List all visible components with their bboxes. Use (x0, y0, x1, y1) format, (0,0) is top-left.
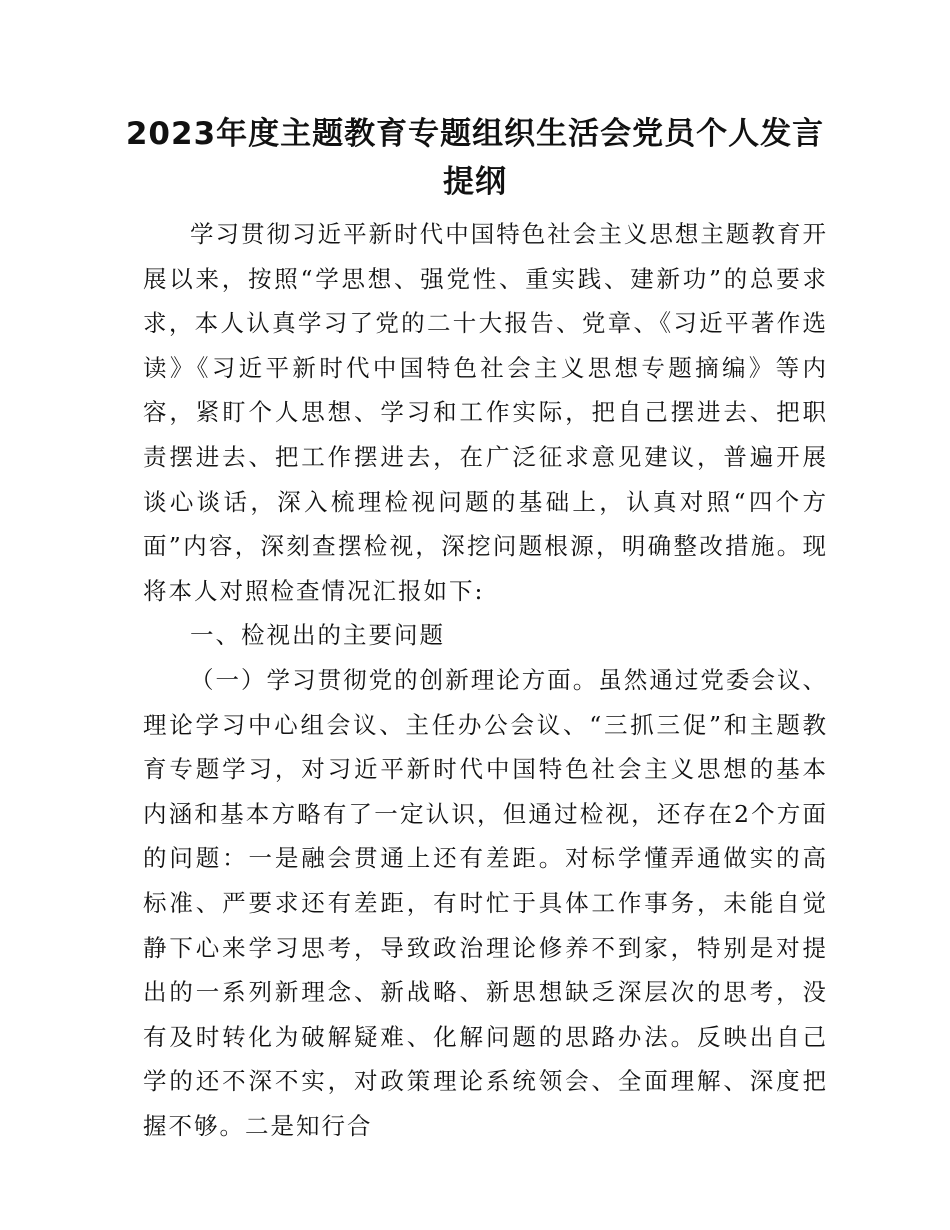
document-title: 2023年度主题教育专题组织生活会党员个人发言提纲 (125, 116, 825, 200)
section-heading: 一、检视出的主要问题 (190, 621, 445, 650)
subsection-paragraph: （一）学习贯彻党的创新理论方面。虽然通过党委会议、理论学习中心组会议、主任办公会议、“三抓三促”和主题教育专题学习，对习近平新时代中国特色社会主义思想的基本内涵和基本方略有了一定认识，但通过检视，还存在2个方面的问题：一是融会贯通上还有差距。对标学懂弄通做实的高标准、严要求还有差距，有时忙于具体工作事务，未能自觉静下心来学习思考，导致政治理论修养不到家，特别是对提出的一系列新理念、新战略、新思想缺乏深层次的思考，没有及时转化为破解疑难、化解问题的思路办法。反映出自己学的还不深不实，对政策理论系统领会、全面理解、深度把握不够。二是知行合 (143, 665, 828, 1140)
document-body (143, 212, 828, 1148)
intro-paragraph: 学习贯彻习近平新时代中国特色社会主义思想主题教育开展以来，按照“学思想、强党性、重实践、建新功”的总要求求，本人认真学习了党的二十大报告、党章、《习近平著作选读》《习近平新时代中国特色社会主义思想专题摘编》等内容，紧盯个人思想、学习和工作实际，把自己摆进去、把职责摆进去、把工作摆进去，在广泛征求意见建议，普遍开展谈心谈话，深入梳理检视问题的基础上，认真对照“四个方面”内容，深刻查摆检视，深挖问题根源，明确整改措施。现将本人对照检查情况汇报如下: (143, 220, 828, 605)
